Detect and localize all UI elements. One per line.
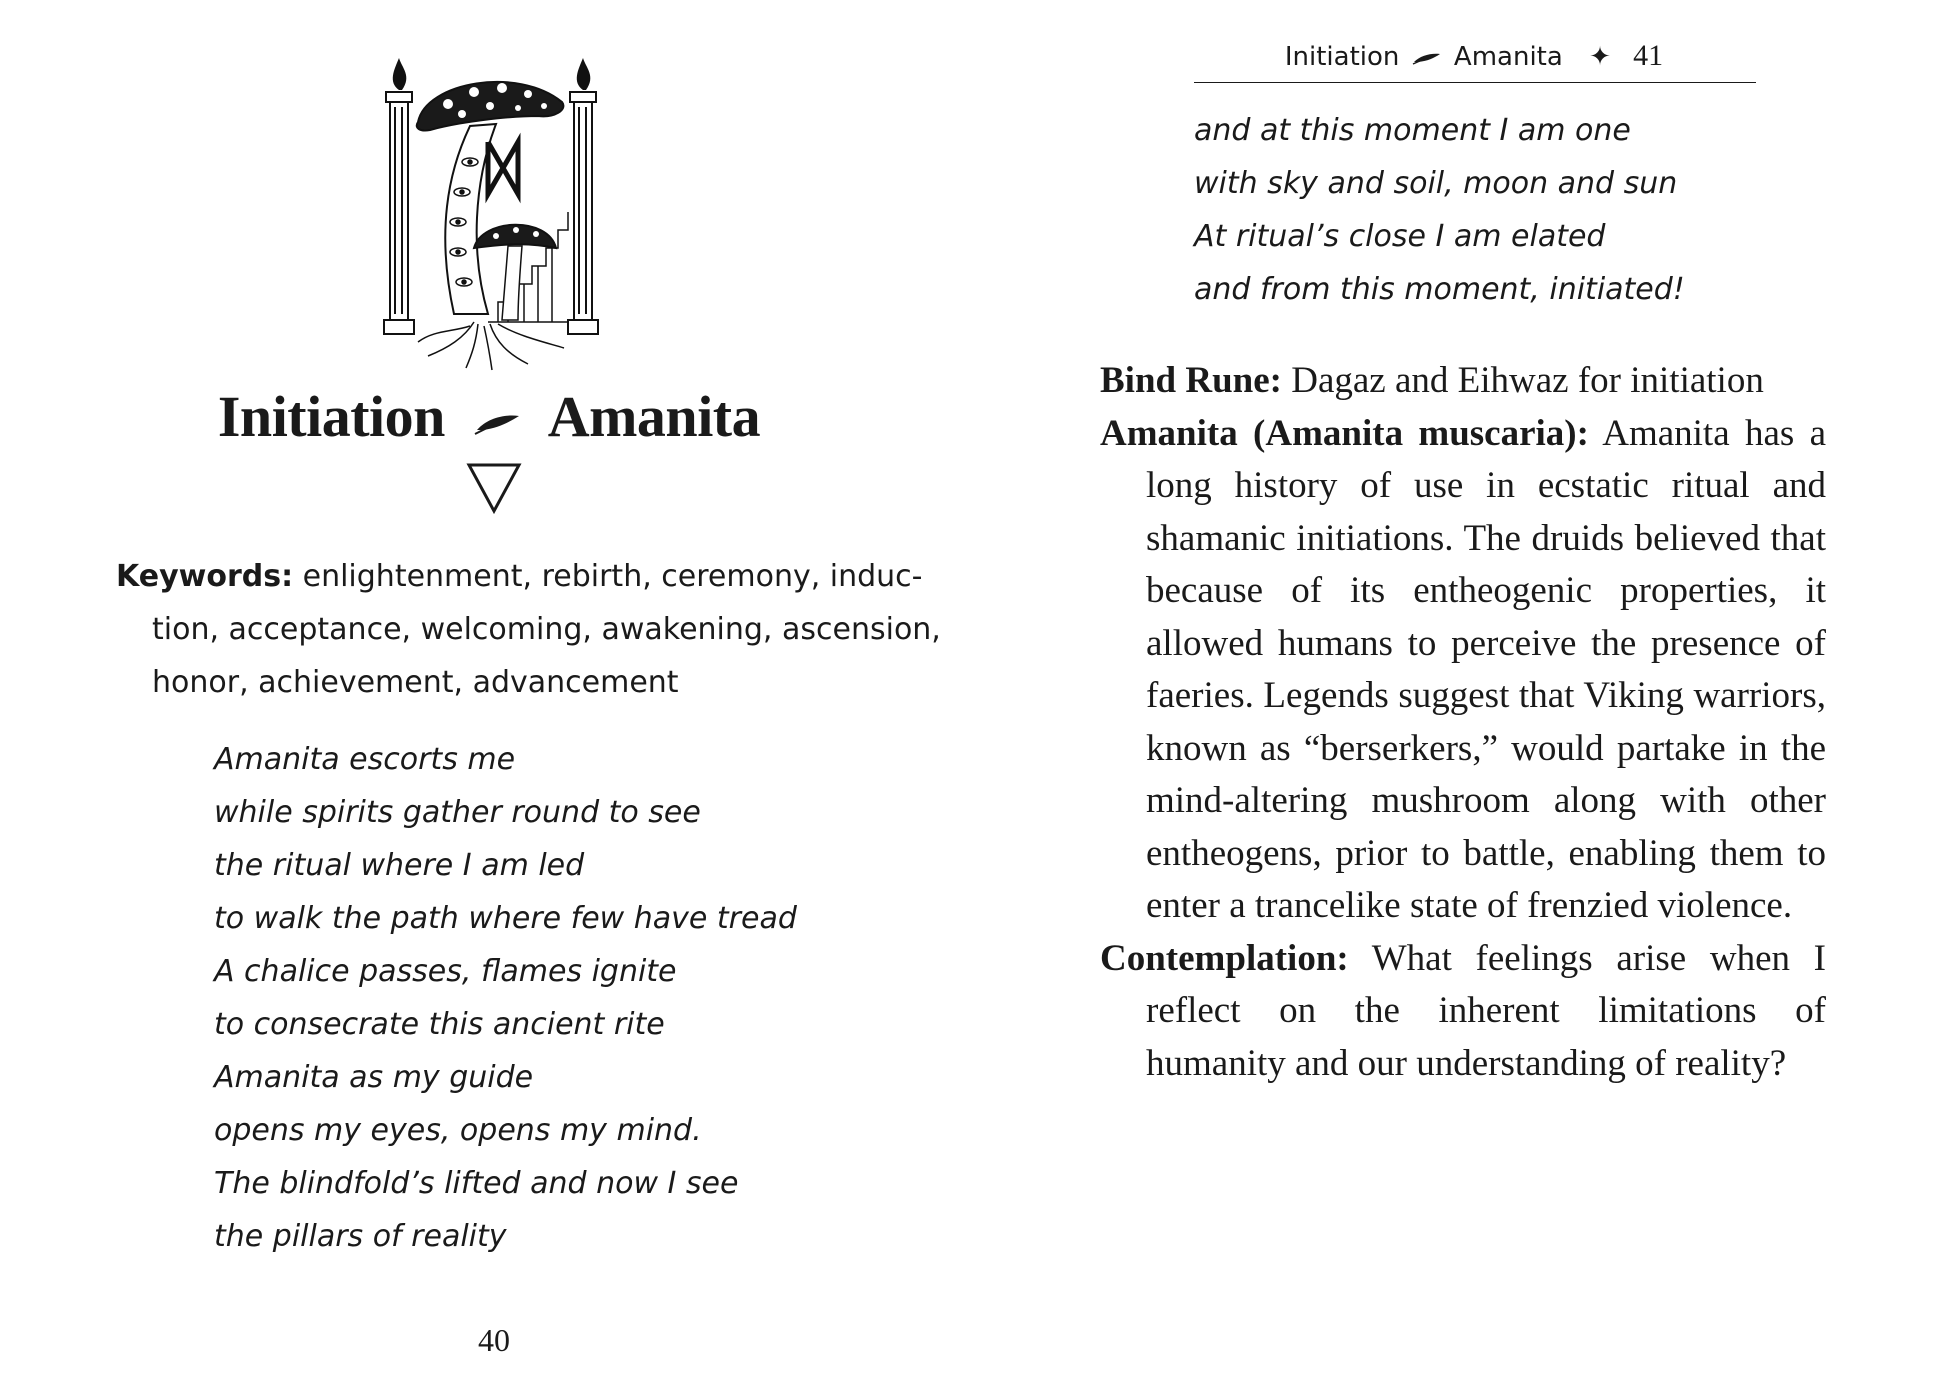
poem-line: and from this moment, initiated! xyxy=(1194,272,1685,307)
poem-line: At ritual’s close I am elated xyxy=(1194,219,1606,254)
star-ornament-icon: ✦ xyxy=(1589,42,1611,72)
page-number-right: 41 xyxy=(1633,39,1664,72)
left-pillar xyxy=(384,92,414,334)
running-head xyxy=(1194,38,1754,82)
bind-rune-text: Dagaz and Eihwaz for initiation xyxy=(1291,360,1764,401)
bind-rune-label: Bind Rune: xyxy=(1100,360,1282,401)
poem-line: opens my eyes, opens my mind. xyxy=(214,1113,702,1148)
keywords-line-3: honor, achievement, advancement xyxy=(152,665,679,700)
poem-line: and at this moment I am one xyxy=(1194,113,1631,148)
water-element-triangle-icon xyxy=(466,462,522,514)
roots xyxy=(418,322,564,370)
contemplation-text: What feelings arise when I reflect on the inherent limitations of humanity and our understanding of reality? xyxy=(1146,937,1826,1084)
amanita-paragraph xyxy=(1100,408,1826,933)
page-number-left: 40 xyxy=(478,1322,510,1358)
poem-left xyxy=(214,733,914,1263)
title-initiation: Initiation xyxy=(217,384,445,449)
header-rule xyxy=(1194,82,1756,83)
poem-line: to walk the path where few have tread xyxy=(214,901,797,936)
poem-line: the ritual where I am led xyxy=(214,848,585,883)
feather-icon xyxy=(1412,50,1442,66)
poem-line: while spirits gather round to see xyxy=(214,795,701,830)
title-amanita: Amanita xyxy=(547,384,761,449)
keywords-line-1: Keywords: enlightenment, rebirth, ceremony, induc- xyxy=(116,559,923,594)
right-pillar xyxy=(568,92,598,334)
poem-right xyxy=(1194,104,1894,316)
poem-line: Amanita as my guide xyxy=(214,1060,534,1095)
keywords-label: Keywords: xyxy=(116,559,294,594)
bind-rune-icon xyxy=(488,142,518,194)
right-page xyxy=(978,0,1956,1396)
contemplation-label: Contemplation: xyxy=(1100,937,1349,979)
amanita-label: Amanita (Amanita muscaria): xyxy=(1100,412,1589,454)
small-mushroom-stem xyxy=(502,246,522,320)
right-flame-icon xyxy=(577,58,591,90)
poem-line: Amanita escorts me xyxy=(214,742,516,777)
poem-line: with sky and soil, moon and sun xyxy=(1194,166,1678,201)
left-flame-icon xyxy=(393,58,407,90)
amanita-text: Amanita has a long history of use in ecstatic ritual and shamanic initiations. The druids believed that because of its entheogenic properties, it allowed humans to perceive the presence of faeries. Legends suggest that Viking warriors, known as “berserkers,” would partake in the mind-altering mushroom along with other entheogens, prior to battle, enabling them to enter a trancelike state of frenzied violence. xyxy=(1146,412,1827,926)
running-head-initiation: Initiation xyxy=(1284,42,1400,72)
bind-rune-paragraph xyxy=(1100,355,1826,408)
feather-icon xyxy=(473,408,523,438)
poem-line: to consecrate this ancient rite xyxy=(214,1007,665,1042)
poem-line: The blindfold’s lifted and now I see xyxy=(214,1166,739,1201)
amanita-card-illustration xyxy=(378,52,604,372)
running-head-amanita: Amanita xyxy=(1453,42,1563,72)
contemplation-paragraph xyxy=(1100,933,1826,1091)
card-description xyxy=(1100,355,1826,1090)
poem-line: A chalice passes, flames ignite xyxy=(214,954,677,989)
keywords-block xyxy=(116,550,941,709)
page-title xyxy=(0,383,978,450)
poem-line: the pillars of reality xyxy=(214,1219,507,1254)
keywords-line-2: tion, acceptance, welcoming, awakening, ascension, xyxy=(152,612,941,647)
